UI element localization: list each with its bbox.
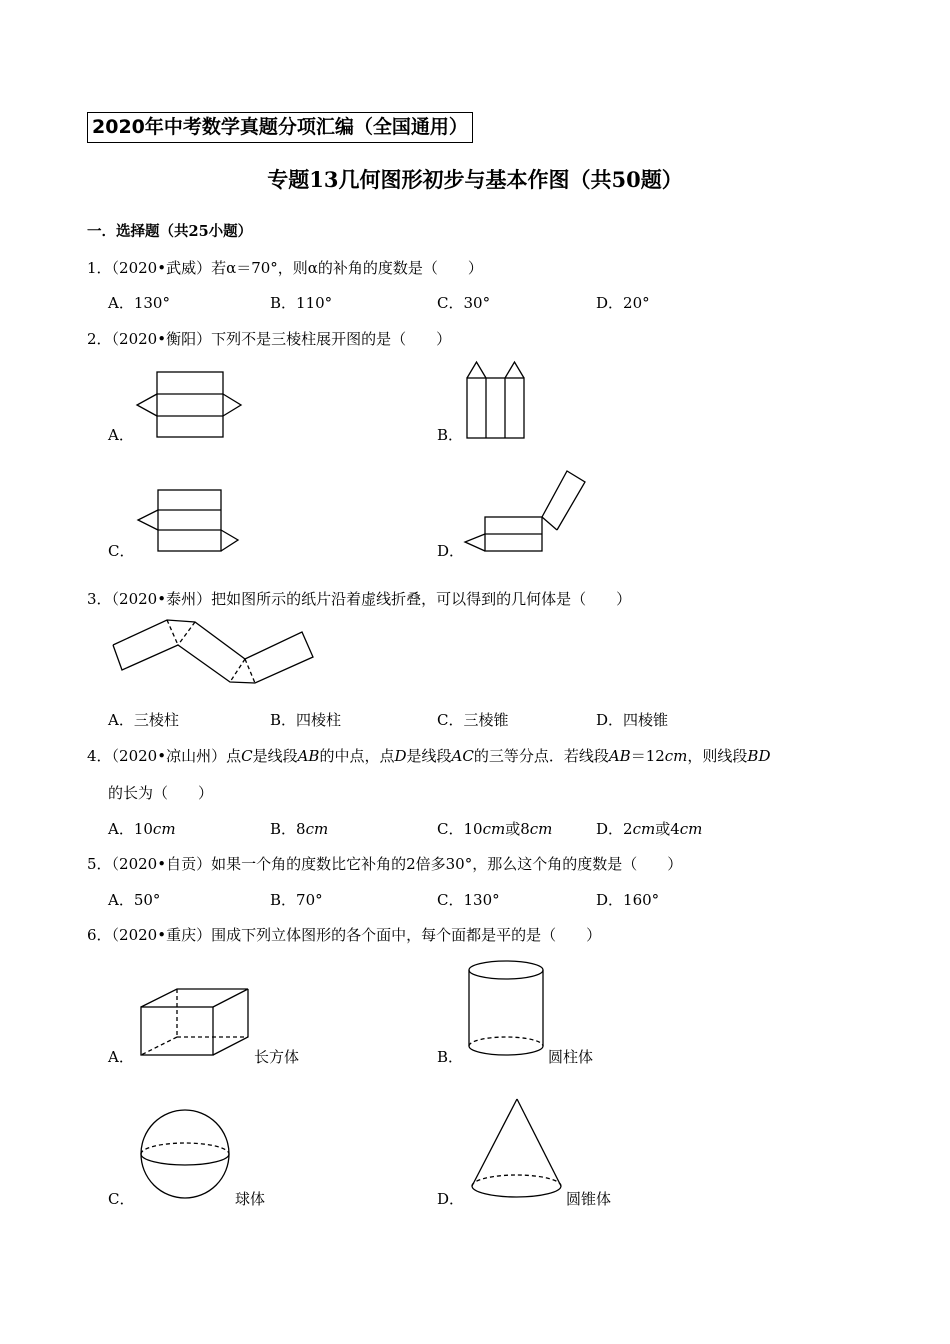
q1-option-b[interactable]: B．110° [270, 294, 333, 312]
q4-option-b[interactable]: B．8cm [270, 820, 329, 838]
q4-option-c[interactable]: C．10cm或8cm [437, 820, 553, 838]
q5-option-d[interactable]: D．160° [596, 891, 660, 909]
q6-name-b: 圆柱体 [548, 1048, 594, 1066]
question-4-line-1: 4．（2020•凉山州）点C是线段AB的中点，点D是线段AC的三等分点．若线段AB＝12cm，则线段BD [87, 747, 771, 765]
q3-option-a[interactable]: A．三棱柱 [108, 711, 179, 729]
question-1: 1．（2020•武威）若α＝70°，则α的补角的度数是（ ） [87, 259, 483, 277]
q5-option-a[interactable]: A．50° [108, 891, 161, 909]
q3-option-c[interactable]: C．三棱锥 [437, 711, 509, 729]
q2-option-b[interactable]: B． [437, 426, 464, 444]
collection-title-box: 2020年中考数学真题分项汇编（全国通用） [87, 112, 473, 143]
q2-option-c[interactable]: C． [108, 542, 135, 560]
question-4-line-2: 的长为（ ） [108, 784, 214, 802]
question-6: 6．（2020•重庆）围成下列立体图形的各个面中，每个面都是平的是（ ） [87, 926, 602, 944]
q1-option-a[interactable]: A．130° [108, 294, 170, 312]
q3-option-b[interactable]: B．四棱柱 [270, 711, 342, 729]
q6-name-d: 圆锥体 [566, 1190, 612, 1208]
question-2: 2．（2020•衡阳）下列不是三棱柱展开图的是（ ） [87, 330, 452, 348]
page-title: 专题13几何图形初步与基本作图（共50题） [267, 167, 683, 192]
q6-option-b[interactable]: B． [437, 1048, 464, 1066]
section-heading: 一．选择题（共25小题） [87, 223, 253, 240]
question-3: 3．（2020•泰州）把如图所示的纸片沿着虚线折叠，可以得到的几何体是（ ） [87, 590, 632, 608]
q3-option-d[interactable]: D．四棱锥 [596, 711, 669, 729]
q4-option-d[interactable]: D．2cm或4cm [596, 820, 703, 838]
q5-option-c[interactable]: C．130° [437, 891, 500, 909]
q6-option-a[interactable]: A． [108, 1048, 134, 1066]
q2-option-d[interactable]: D． [437, 542, 465, 560]
q2-option-a[interactable]: A． [108, 426, 134, 444]
q6-name-a: 长方体 [254, 1048, 300, 1066]
q6-option-d[interactable]: D． [437, 1190, 465, 1208]
q4-option-a[interactable]: A．10cm [108, 820, 176, 838]
q5-option-b[interactable]: B．70° [270, 891, 323, 909]
q1-option-c[interactable]: C．30° [437, 294, 491, 312]
q6-name-c: 球体 [235, 1190, 266, 1208]
question-5: 5．（2020•自贡）如果一个角的度数比它补角的2倍多30°，那么这个角的度数是（ ） [87, 855, 683, 873]
q1-option-d[interactable]: D．20° [596, 294, 650, 312]
q6-option-c[interactable]: C． [108, 1190, 135, 1208]
